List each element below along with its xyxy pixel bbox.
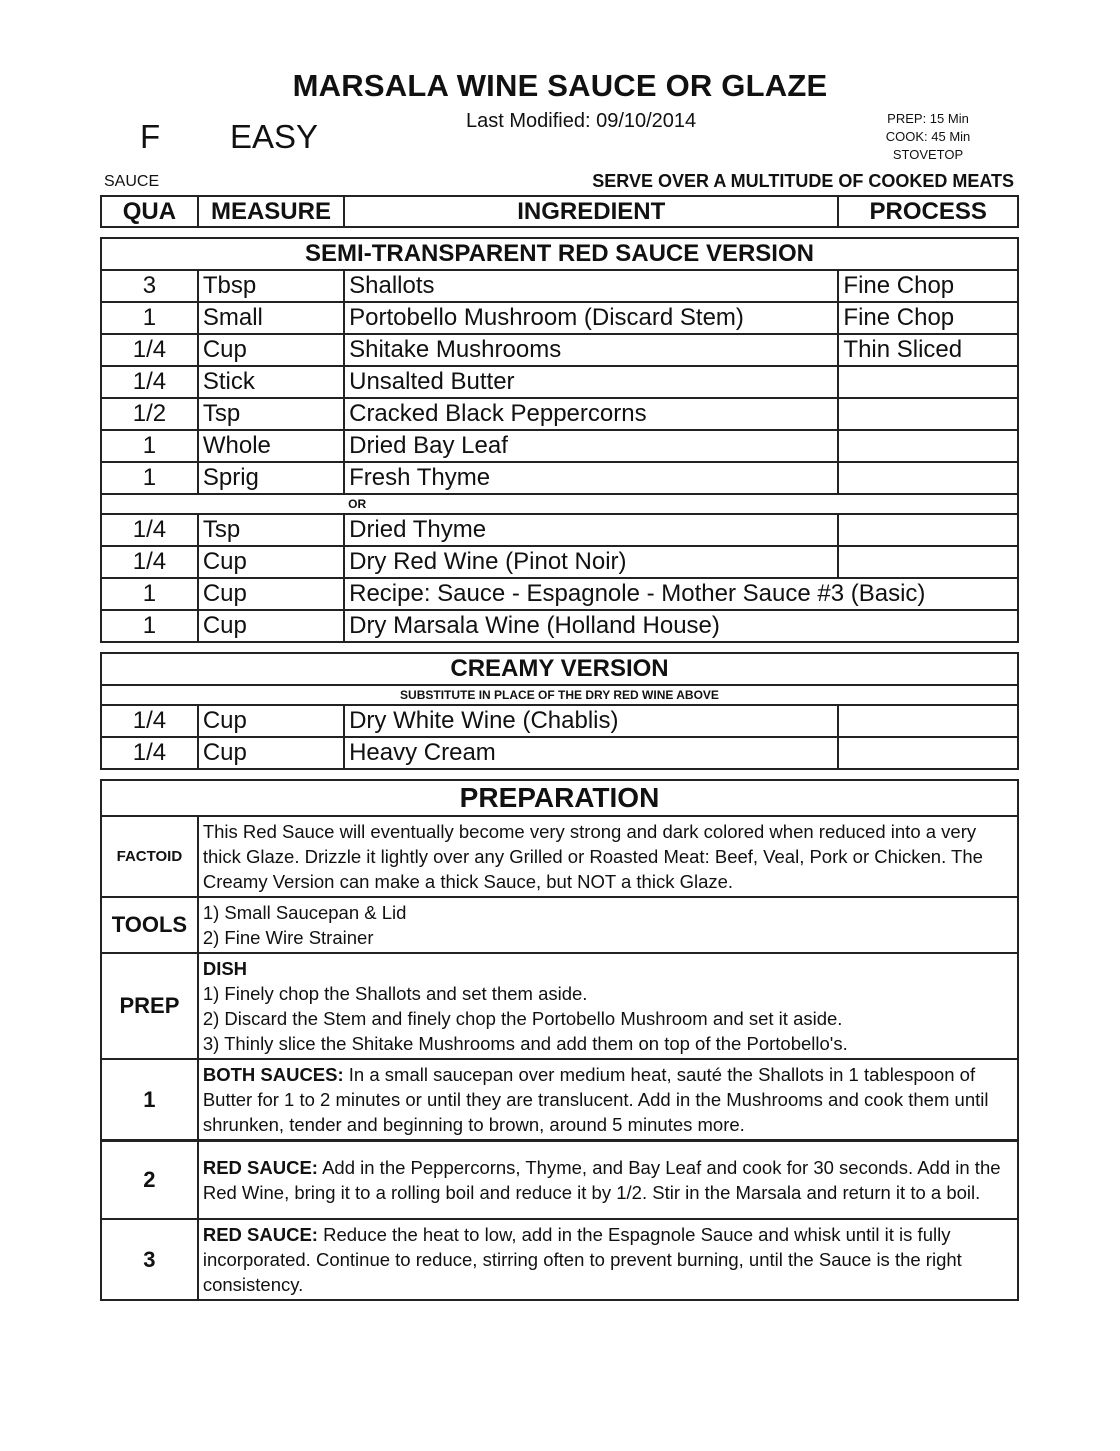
factoid-label: FACTOID bbox=[101, 816, 198, 897]
creamy-version-title: CREAMY VERSION bbox=[101, 653, 1018, 685]
table-row bbox=[101, 398, 1018, 430]
qty-cell: 1 bbox=[101, 430, 198, 462]
ingredient-cell: Cracked Black Peppercorns bbox=[344, 398, 838, 430]
col-process: PROCESS bbox=[838, 196, 1018, 227]
measure-cell: Whole bbox=[198, 430, 344, 462]
step-lead: BOTH SAUCES: bbox=[202, 1064, 344, 1085]
ingredient-cell: Shallots bbox=[344, 270, 838, 302]
qty-cell: 1/4 bbox=[101, 366, 198, 398]
difficulty-label: EASY bbox=[230, 118, 319, 155]
step-body: Reduce the heat to low, add in the Espagnole Sauce and whisk until it is fully incorporated. Continue to reduce, stirring often to prevent burning, until the Sauce is the right consistency. bbox=[202, 1224, 962, 1295]
ingredient-cell: Dry White Wine (Chablis) bbox=[344, 705, 838, 737]
process-cell bbox=[838, 430, 1018, 462]
ingredient-cell: Dried Thyme bbox=[344, 514, 838, 546]
preparation-table bbox=[100, 779, 1019, 1141]
qty-cell: 1 bbox=[101, 610, 198, 642]
factoid-text: This Red Sauce will eventually become very strong and dark colored when reduced into a very thick Glaze. Drizzle it lightly over any Grilled or Roasted Meat: Beef, Veal, Pork or Chicken. The Creamy Version can make a thick Sauce, but NOT a thick Glaze. bbox=[198, 816, 1018, 897]
qty-cell: 1/4 bbox=[101, 546, 198, 578]
step-row bbox=[101, 1141, 1018, 1219]
time-info bbox=[850, 110, 1006, 164]
process-cell bbox=[838, 737, 1018, 769]
process-cell bbox=[838, 514, 1018, 546]
last-modified: Last Modified: 09/10/2014 bbox=[466, 110, 697, 132]
col-qua: QUA bbox=[101, 196, 198, 227]
tool-item: 2) Fine Wire Strainer bbox=[202, 927, 374, 948]
ingredient-cell: Portobello Mushroom (Discard Stem) bbox=[344, 302, 838, 334]
preparation-title: PREPARATION bbox=[101, 780, 1018, 816]
tools-list bbox=[198, 897, 1018, 953]
creamy-version-table bbox=[100, 652, 1019, 770]
serving-note: SERVE OVER A MULTITUDE OF COOKED MEATS bbox=[592, 171, 1014, 191]
step-body: Add in the Peppercorns, Thyme, and Bay Leaf and cook for 30 seconds. Add in the Red Wine, bring it to a rolling boil and reduce it by 1/2. Stir in the Marsala and return it to a boil. bbox=[202, 1157, 1001, 1203]
table-row bbox=[101, 334, 1018, 366]
prep-label: PREP bbox=[101, 953, 198, 1059]
ingredient-cell: Unsalted Butter bbox=[344, 366, 838, 398]
qty-cell: 1/2 bbox=[101, 398, 198, 430]
table-row bbox=[101, 430, 1018, 462]
step-text bbox=[198, 1141, 1018, 1219]
measure-cell: Tbsp bbox=[198, 270, 344, 302]
qty-cell: 1 bbox=[101, 462, 198, 494]
table-row bbox=[101, 610, 1018, 642]
table-row bbox=[101, 302, 1018, 334]
measure-cell: Tsp bbox=[198, 514, 344, 546]
prep-time: PREP: 15 Min bbox=[887, 111, 969, 126]
measure-cell: Cup bbox=[198, 546, 344, 578]
column-header-table bbox=[100, 195, 1019, 228]
step-number: 3 bbox=[101, 1219, 198, 1300]
measure-cell: Sprig bbox=[198, 462, 344, 494]
table-row bbox=[101, 366, 1018, 398]
ingredient-cell: Dried Bay Leaf bbox=[344, 430, 838, 462]
process-cell bbox=[838, 398, 1018, 430]
process-cell bbox=[838, 546, 1018, 578]
process-cell: Thin Sliced bbox=[838, 334, 1018, 366]
or-row bbox=[101, 494, 1018, 514]
step-lead: RED SAUCE: bbox=[202, 1157, 318, 1178]
qty-cell: 1/4 bbox=[101, 334, 198, 366]
creamy-version-subtitle: SUBSTITUTE IN PLACE OF THE DRY RED WINE ABOVE bbox=[101, 685, 1018, 705]
prep-steps bbox=[198, 953, 1018, 1059]
measure-cell: Cup bbox=[198, 705, 344, 737]
tools-row bbox=[101, 897, 1018, 953]
qty-cell: 1 bbox=[101, 578, 198, 610]
prep-step: 1) Finely chop the Shallots and set them aside. bbox=[202, 983, 588, 1004]
table-row bbox=[101, 270, 1018, 302]
cooking-method: STOVETOP bbox=[892, 147, 964, 162]
preparation-table-continued bbox=[100, 1140, 1019, 1301]
measure-cell: Small bbox=[198, 302, 344, 334]
table-row bbox=[101, 462, 1018, 494]
ingredient-cell: Shitake Mushrooms bbox=[344, 334, 838, 366]
col-ingredient: INGREDIENT bbox=[344, 196, 838, 227]
red-sauce-table bbox=[100, 237, 1019, 643]
step-row bbox=[101, 1059, 1018, 1140]
red-version-title: SEMI-TRANSPARENT RED SAUCE VERSION bbox=[101, 238, 1018, 270]
measure-cell: Cup bbox=[198, 334, 344, 366]
step-number: 1 bbox=[101, 1059, 198, 1140]
cook-time: COOK: 45 Min bbox=[885, 129, 971, 144]
process-cell: Fine Chop bbox=[838, 302, 1018, 334]
prep-row bbox=[101, 953, 1018, 1059]
ingredient-cell: Dry Red Wine (Pinot Noir) bbox=[344, 546, 838, 578]
step-number: 2 bbox=[101, 1141, 198, 1219]
qty-cell: 1/4 bbox=[101, 514, 198, 546]
process-cell bbox=[838, 462, 1018, 494]
ingredient-cell: Fresh Thyme bbox=[344, 462, 838, 494]
col-measure: MEASURE bbox=[198, 196, 344, 227]
measure-cell: Tsp bbox=[198, 398, 344, 430]
step-text bbox=[198, 1219, 1018, 1300]
tool-item: 1) Small Saucepan & Lid bbox=[202, 902, 407, 923]
process-cell bbox=[838, 366, 1018, 398]
ingredient-cell: Heavy Cream bbox=[344, 737, 838, 769]
column-header-row bbox=[101, 196, 1018, 227]
grade-label: F bbox=[140, 118, 161, 155]
measure-cell: Stick bbox=[198, 366, 344, 398]
step-body: In a small saucepan over medium heat, sauté the Shallots in 1 tablespoon of Butter for 1 to 2 minutes or until they are translucent. Add in the Mushrooms and cook them until shrunken, tender and beginning to brown, around 5 minutes more. bbox=[202, 1064, 989, 1135]
qty-cell: 1 bbox=[101, 302, 198, 334]
table-row bbox=[101, 546, 1018, 578]
ingredient-cell: Dry Marsala Wine (Holland House) bbox=[344, 610, 1018, 642]
process-cell: Fine Chop bbox=[838, 270, 1018, 302]
measure-cell: Cup bbox=[198, 737, 344, 769]
qty-cell: 3 bbox=[101, 270, 198, 302]
table-row bbox=[101, 514, 1018, 546]
prep-step: 2) Discard the Stem and finely chop the Portobello Mushroom and set it aside. bbox=[202, 1008, 843, 1029]
tools-label: TOOLS bbox=[101, 897, 198, 953]
step-lead: RED SAUCE: bbox=[202, 1224, 318, 1245]
prep-step: 3) Thinly slice the Shitake Mushrooms and add them on top of the Portobello's. bbox=[202, 1033, 848, 1054]
process-cell bbox=[838, 705, 1018, 737]
ingredient-cell: Recipe: Sauce - Espagnole - Mother Sauce #3 (Basic) bbox=[344, 578, 1018, 610]
measure-cell: Cup bbox=[198, 610, 344, 642]
recipe-title: MARSALA WINE SAUCE OR GLAZE bbox=[292, 68, 828, 103]
prep-heading: DISH bbox=[202, 958, 248, 979]
qty-cell: 1/4 bbox=[101, 737, 198, 769]
table-row bbox=[101, 578, 1018, 610]
factoid-row bbox=[101, 816, 1018, 897]
table-row bbox=[101, 705, 1018, 737]
qty-cell: 1/4 bbox=[101, 705, 198, 737]
table-row bbox=[101, 737, 1018, 769]
or-label: OR bbox=[344, 494, 1018, 514]
step-text bbox=[198, 1059, 1018, 1140]
category-label: SAUCE bbox=[104, 173, 160, 190]
measure-cell: Cup bbox=[198, 578, 344, 610]
step-row bbox=[101, 1219, 1018, 1300]
